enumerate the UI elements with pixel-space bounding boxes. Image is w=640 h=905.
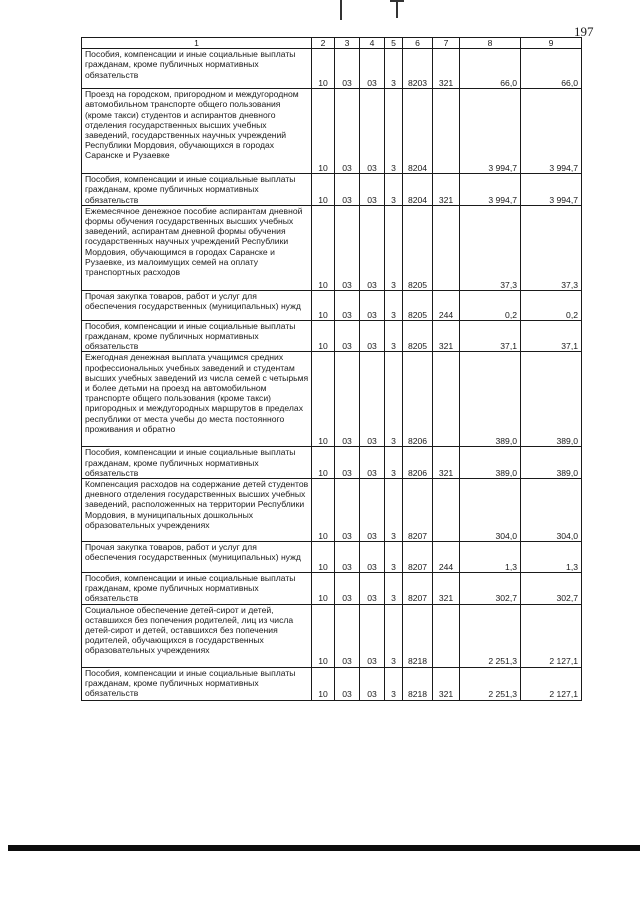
cell-amount-9: 1,3 [521, 542, 582, 573]
row-description: Пособия, компенсации и иные социальные выплаты гражданам, кроме публичных нормативных обязательств [82, 49, 312, 89]
cell-expense-type: 321 [433, 174, 460, 206]
cell-subsection: 03 [335, 89, 360, 174]
cell-amount-8: 3 994,7 [460, 89, 521, 174]
cell-target-code: 8207 [403, 479, 433, 542]
cell-code-5: 3 [385, 320, 403, 352]
cell-code-5: 3 [385, 290, 403, 320]
cell-code-4: 03 [360, 573, 385, 605]
cell-target-code: 8218 [403, 604, 433, 667]
cell-amount-9: 389,0 [521, 352, 582, 447]
cell-section: 10 [312, 447, 335, 479]
cell-code-4: 03 [360, 542, 385, 573]
cell-code-5: 3 [385, 205, 403, 290]
cell-code-5: 3 [385, 573, 403, 605]
cell-section: 10 [312, 290, 335, 320]
cell-subsection: 03 [335, 573, 360, 605]
cell-code-4: 03 [360, 49, 385, 89]
column-header: 4 [360, 38, 385, 49]
table-row [82, 667, 582, 700]
cell-amount-9: 3 994,7 [521, 89, 582, 174]
row-description: Пособия, компенсации и иные социальные выплаты гражданам, кроме публичных нормативных обязательств [82, 447, 312, 479]
table-row [82, 89, 582, 174]
cell-expense-type [433, 89, 460, 174]
cell-code-5: 3 [385, 174, 403, 206]
cell-expense-type: 321 [433, 49, 460, 89]
table-row [82, 479, 582, 542]
table-header-row [82, 38, 582, 49]
cell-code-5: 3 [385, 542, 403, 573]
cell-code-4: 03 [360, 89, 385, 174]
cell-code-4: 03 [360, 479, 385, 542]
cell-subsection: 03 [335, 174, 360, 206]
cell-code-5: 3 [385, 89, 403, 174]
cell-expense-type [433, 604, 460, 667]
column-header: 1 [82, 38, 312, 49]
cell-expense-type: 244 [433, 542, 460, 573]
cell-section: 10 [312, 174, 335, 206]
table-row [82, 352, 582, 447]
table-row [82, 49, 582, 89]
page-number: 197 [574, 24, 594, 39]
column-header: 9 [521, 38, 582, 49]
column-header: 2 [312, 38, 335, 49]
cell-amount-8: 0,2 [460, 290, 521, 320]
cell-code-4: 03 [360, 667, 385, 700]
table-row [82, 604, 582, 667]
cell-subsection: 03 [335, 205, 360, 290]
table-row [82, 447, 582, 479]
cell-code-4: 03 [360, 447, 385, 479]
cell-amount-9: 3 994,7 [521, 174, 582, 206]
cell-amount-9: 37,3 [521, 205, 582, 290]
row-description: Социальное обеспечение детей-сирот и детей, оставшихся без попечения родителей, лиц из числа детей-сирот и детей, оставшихся без попечения родителей, обучающихся в государственных образовательных учреждениях [82, 604, 312, 667]
table-row [82, 205, 582, 290]
row-description: Пособия, компенсации и иные социальные выплаты гражданам, кроме публичных нормативных обязательств [82, 174, 312, 206]
cell-amount-8: 66,0 [460, 49, 521, 89]
cell-amount-9: 0,2 [521, 290, 582, 320]
cell-code-5: 3 [385, 604, 403, 667]
cell-subsection: 03 [335, 49, 360, 89]
cell-target-code: 8218 [403, 667, 433, 700]
cell-amount-9: 2 127,1 [521, 604, 582, 667]
table-row [82, 542, 582, 573]
cell-code-4: 03 [360, 352, 385, 447]
cell-amount-9: 66,0 [521, 49, 582, 89]
cell-section: 10 [312, 667, 335, 700]
cell-amount-8: 1,3 [460, 542, 521, 573]
cell-expense-type: 321 [433, 573, 460, 605]
cell-subsection: 03 [335, 604, 360, 667]
row-description: Прочая закупка товаров, работ и услуг для обеспечения государственных (муниципальных) нужд [82, 290, 312, 320]
cell-subsection: 03 [335, 542, 360, 573]
cell-target-code: 8206 [403, 447, 433, 479]
cell-subsection: 03 [335, 667, 360, 700]
cell-target-code: 8205 [403, 205, 433, 290]
cell-amount-9: 37,1 [521, 320, 582, 352]
cell-section: 10 [312, 49, 335, 89]
scan-bottom-band [8, 845, 640, 851]
cell-code-4: 03 [360, 320, 385, 352]
table-row [82, 320, 582, 352]
cell-section: 10 [312, 604, 335, 667]
row-description: Ежегодная денежная выплата учащимся средних профессиональных учебных заведений и студентам высших учебных заведений из числа семей с четырьмя и более детьми на проезд на автомобильном транспорте общего пользования (кроме такси) пригородных и междугородных маршрутов в пределах республики от места учебы до места постоянного проживания и обратно [82, 352, 312, 447]
cell-amount-8: 37,1 [460, 320, 521, 352]
cell-target-code: 8203 [403, 49, 433, 89]
row-description: Компенсация расходов на содержание детей студентов дневного отделения государственных высших учебных заведений, расположенных на территории Республики Мордовия, в муниципальных дошкольных образовательных учреждениях [82, 479, 312, 542]
cell-section: 10 [312, 205, 335, 290]
cell-code-5: 3 [385, 49, 403, 89]
cell-code-4: 03 [360, 604, 385, 667]
cell-subsection: 03 [335, 447, 360, 479]
cell-amount-8: 3 994,7 [460, 174, 521, 206]
row-description: Пособия, компенсации и иные социальные выплаты гражданам, кроме публичных нормативных обязательств [82, 667, 312, 700]
cell-subsection: 03 [335, 320, 360, 352]
cell-subsection: 03 [335, 479, 360, 542]
cell-target-code: 8207 [403, 542, 433, 573]
cell-target-code: 8205 [403, 290, 433, 320]
cell-target-code: 8205 [403, 320, 433, 352]
row-description: Пособия, компенсации и иные социальные выплаты гражданам, кроме публичных нормативных обязательств [82, 320, 312, 352]
cell-section: 10 [312, 542, 335, 573]
cell-code-4: 03 [360, 290, 385, 320]
cell-amount-8: 2 251,3 [460, 604, 521, 667]
cell-code-5: 3 [385, 479, 403, 542]
cell-code-5: 3 [385, 352, 403, 447]
cell-target-code: 8204 [403, 174, 433, 206]
cell-code-4: 03 [360, 174, 385, 206]
cell-section: 10 [312, 479, 335, 542]
cell-amount-9: 304,0 [521, 479, 582, 542]
cell-amount-8: 389,0 [460, 352, 521, 447]
cell-code-5: 3 [385, 447, 403, 479]
cell-section: 10 [312, 352, 335, 447]
cell-amount-8: 304,0 [460, 479, 521, 542]
table-row [82, 174, 582, 206]
cell-code-5: 3 [385, 667, 403, 700]
cell-amount-9: 302,7 [521, 573, 582, 605]
cell-amount-9: 389,0 [521, 447, 582, 479]
cell-target-code: 8204 [403, 89, 433, 174]
column-header: 5 [385, 38, 403, 49]
row-description: Ежемесячное денежное пособие аспирантам дневной формы обучения государственных высших учебных заведений, аспирантам дневной формы обучения государственных научных учреждений Республики Мордовия, обучающимся в городах Саранске и Рузаевке, из малоимущих семей на оплату транспортных расходов [82, 205, 312, 290]
cell-amount-8: 389,0 [460, 447, 521, 479]
scan-artifact-mark [396, 2, 398, 18]
column-header: 3 [335, 38, 360, 49]
cell-expense-type [433, 479, 460, 542]
cell-expense-type: 244 [433, 290, 460, 320]
table-row [82, 290, 582, 320]
cell-target-code: 8206 [403, 352, 433, 447]
cell-expense-type: 321 [433, 447, 460, 479]
cell-expense-type [433, 352, 460, 447]
table-row [82, 573, 582, 605]
cell-expense-type: 321 [433, 667, 460, 700]
column-header: 7 [433, 38, 460, 49]
scan-artifact-mark [340, 0, 342, 20]
cell-amount-8: 302,7 [460, 573, 521, 605]
cell-amount-8: 37,3 [460, 205, 521, 290]
column-header: 8 [460, 38, 521, 49]
row-description: Пособия, компенсации и иные социальные выплаты гражданам, кроме публичных нормативных обязательств [82, 573, 312, 605]
cell-subsection: 03 [335, 352, 360, 447]
cell-amount-8: 2 251,3 [460, 667, 521, 700]
cell-expense-type [433, 205, 460, 290]
cell-amount-9: 2 127,1 [521, 667, 582, 700]
column-header: 6 [403, 38, 433, 49]
cell-expense-type: 321 [433, 320, 460, 352]
row-description: Прочая закупка товаров, работ и услуг для обеспечения государственных (муниципальных) нужд [82, 542, 312, 573]
budget-table [81, 37, 582, 701]
cell-subsection: 03 [335, 290, 360, 320]
cell-section: 10 [312, 573, 335, 605]
row-description: Проезд на городском, пригородном и междугородном автомобильном транспорте общего пользования (кроме такси) студентов и аспирантов дневного отделения государственных высших учебных заведений, государственных научных учреждений Республики Мордовия, обучающихся в городах Саранске и Рузаевке [82, 89, 312, 174]
cell-target-code: 8207 [403, 573, 433, 605]
cell-section: 10 [312, 89, 335, 174]
cell-section: 10 [312, 320, 335, 352]
cell-code-4: 03 [360, 205, 385, 290]
